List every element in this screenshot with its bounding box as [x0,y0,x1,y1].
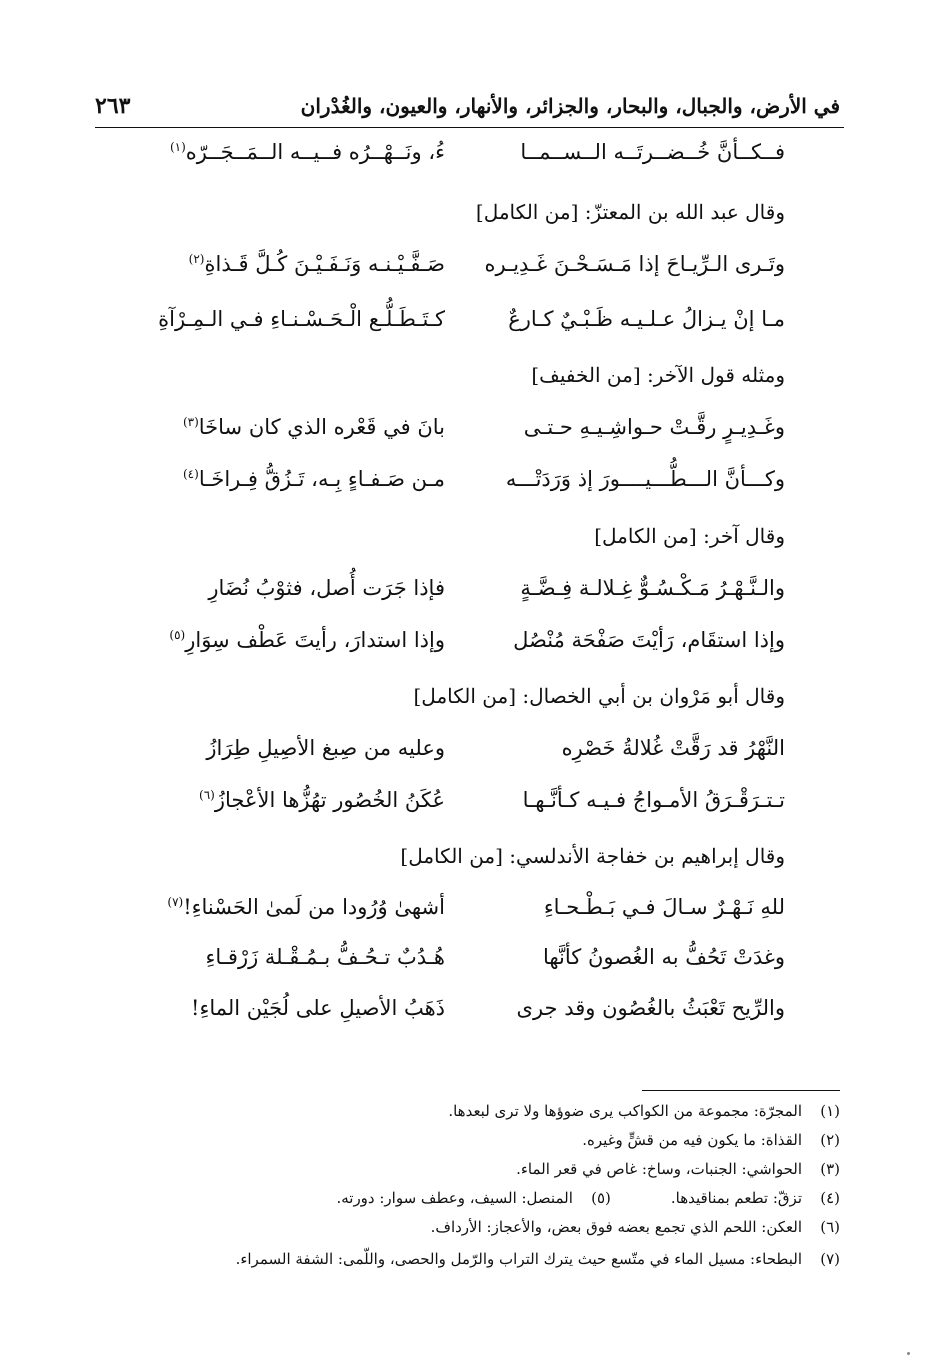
footnote-number: (٤) [820,1189,840,1207]
verse-first-hemistich: للهِ نَـهْـرٌ سـالَ فـي بَـطْـحـاءِ [543,895,785,919]
chapter-title: في الأرض، والجبال، والبحار، والجزائر، والأنهار، والعيون، والغُدْران [300,94,840,118]
verse-second-hemistich: بانَ في قَعْره الذي كان ساخَا$^{(٣)}$ [182,415,445,439]
footnote-text: الحواشي: الجنبات، وساخ: غاص في قعر الماء. [516,1160,802,1178]
verse-second-hemistich: أشهىٰ وُرُودا من لَمىٰ الحَسْناءِ!$^{(٧)}$ [167,895,445,919]
verse-first-hemistich: تـتـرَقْـرَقُ الأمـواجُ فـيـه كـأنَّـهـا [522,788,785,812]
footnote-divider [642,1090,840,1091]
footnote [92,1216,840,1238]
verse-second-hemistich: وإذا استدارَ، رأيتَ عَطْف سِوَارِ$^{(٥)}$ [169,628,445,652]
running-header [95,86,840,126]
footnote-number: (٥) [591,1189,611,1207]
verse-second-hemistich: هُـدُبٌ تـحُـفُّ بـمُـقْـلة زَرْقـاءِ [205,945,445,969]
poem-introduction: وقال عبد الله بن المعتزّ: [من الكامل] [475,200,785,224]
footnote-number: (٢) [820,1131,840,1149]
verse-second-hemistich: عُكَنُ الخُصُور تهُزُّها الأعْجازُ$^{(٦)}$ [199,788,445,812]
verse-second-hemistich: صَـفَّـيْـنـه وَنَـفَـيْـنَ كُـلَّ قَـذاةِ$^{(٢)}$ [188,252,445,276]
footnote-ref: (٦) [199,788,215,802]
footnote-text: العكن: اللحم الذي تجمع بعضه فوق بعض، والأعجاز: الأرداف. [430,1218,802,1236]
verse-second-hemistich: وعليه من صِبغ الأصِيلِ طِرَازُ [206,736,445,760]
footnote-number: (٧) [820,1250,840,1268]
verse-first-hemistich: والرِّيح تَعْبَثُ بالغُصُون وقد جرى [516,996,785,1020]
footnote [92,1187,840,1209]
footnote-text: المجرّة: مجموعة من الكواكب يرى ضوؤها ولا ترى لبعدها. [448,1102,802,1120]
poem-introduction: وقال آخر: [من الكامل] [594,524,785,548]
verse-first-hemistich: وإذا استقَام، رَأيْتَ صَفْحَة مُنْصُل [513,628,785,652]
footnote-number: (٣) [820,1160,840,1178]
verse-first-hemistich: وغَـدِيـرٍ رقَّـتْ حـواشِـيـهِ حـتـى [523,415,785,439]
footnote-text: البطحاء: مسيل الماء في متّسع حيث يترك التراب والرّمل والحصى، واللّمى: الشفة السمراء. [235,1250,802,1268]
footnote-ref: (٢) [188,252,205,266]
scan-speck [907,1352,910,1355]
footnote-text: تزقّ: تطعم بمناقيدها. [670,1189,802,1207]
verse-first-hemistich: مـا إنْ يـزالُ عـلـيـه ظَـبْـيٌ كـارعٌ [508,307,785,331]
verse-second-hemistich: كـتَـطَـلُّـع الْـحَـسْـنـاءِ فـي الـمِـرْآةِ [158,307,445,331]
footnote-text: المنصل: السيف، وعطف سوار: دورته. [336,1189,573,1207]
footnote-ref: (٤) [182,467,199,481]
footnote-ref: (١) [169,140,186,154]
verse-second-hemistich: ذَهَبُ الأصيلِ على لُجَيْن الماءِ! [191,996,445,1020]
footnote-number: (١) [820,1102,840,1120]
footnote [92,1100,840,1122]
footnote-ref: (٧) [167,895,184,909]
footnote-text: القذاة: ما يكون فيه من قشٍّ وغيره. [582,1131,802,1149]
verse-second-hemistich: ءُ، ونَــهْــرُه فــيــه الــمَــجَــرّه$^{(١)}$ [169,140,445,164]
verse-first-hemistich: وكـــأنَّ الـــطُّـــيــــورَ إذ وَرَدَتْـــه [505,467,785,491]
poem-introduction: وقال أبو مَرْوان بن أبي الخصال: [من الكامل] [413,684,785,708]
footnote-ref: (٥) [169,628,186,642]
verse-first-hemistich: وتَـرى الـرِّيـاحَ إذا مَـسَـحْـنَ غَـدِيـره [484,252,785,276]
footnote-ref: (٣) [182,415,199,429]
footnote [92,1129,840,1151]
poem-introduction: ومثله قول الآخر: [من الخفيف] [531,363,785,387]
footnote [92,1248,840,1270]
verse-first-hemistich: النَّهْرُ قد رَقَّتْ غُلالةُ خَصْرِه [561,736,785,760]
verse-first-hemistich: فــكــأنَّ خُــضــرتَــه الــســمــا [520,140,785,164]
header-divider [95,127,844,128]
verse-second-hemistich: مـن صَـفـاءٍ بِـه، تَـزُقُّ فِـراخَـا$^{(٤)}$ [182,467,445,491]
poem-introduction: وقال إبراهيم بن خفاجة الأندلسي: [من الكامل] [400,844,785,868]
footnote [92,1158,840,1180]
verse-first-hemistich: والـنَّـهْـرُ مَـكْـسُـوٌّ غِـلالـة فِـضَّـةٍ [520,576,785,600]
verse-first-hemistich: وغدَتْ تَحُفُّ به الغُصونُ كأنَّها [542,945,785,969]
verse-second-hemistich: فإذا جَرَت أُصل، فثوْبُ نُضَارِ [208,576,445,600]
page-number: ٢٦٣ [95,93,131,119]
footnote-number: (٦) [820,1218,840,1236]
